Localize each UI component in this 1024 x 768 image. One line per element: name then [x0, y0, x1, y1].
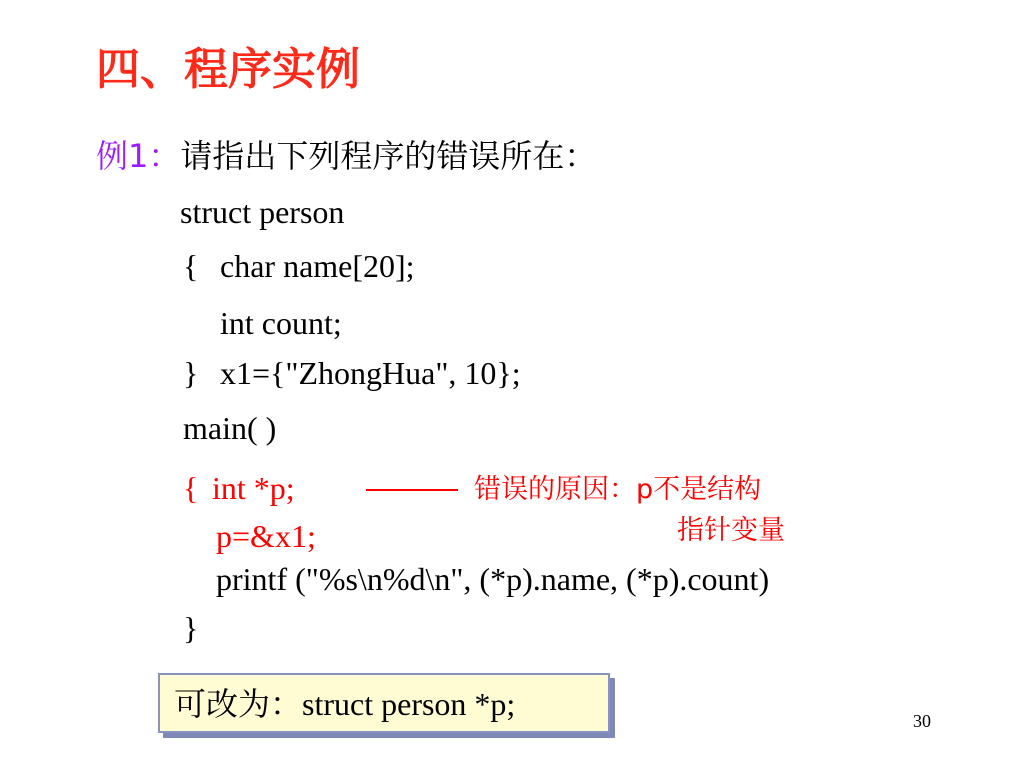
page-number: 30: [913, 711, 931, 731]
code-line-error: int *p;: [212, 470, 295, 506]
code-line: main( ): [183, 410, 277, 446]
code-brace-open: {: [183, 470, 199, 506]
error-note: 错误的原因：p不是结构: [474, 474, 762, 505]
slide-title: 四、程序实例: [96, 44, 360, 95]
example-heading: [96, 137, 597, 175]
code-brace-close: }: [183, 355, 199, 391]
example-label: 例1：: [96, 137, 181, 175]
error-note: 指针变量: [677, 515, 785, 546]
example-prompt: 请指出下列程序的错误所在：: [180, 137, 597, 175]
error-pointer-line: [366, 489, 458, 491]
code-line: printf ("%s\n%d\n", (*p).name, (*p).count): [216, 561, 770, 597]
fix-suggestion: [174, 685, 516, 723]
code-line: x1={"ZhongHua", 10};: [220, 355, 521, 391]
fix-suggestion-box: [158, 673, 610, 733]
fix-code: struct person *p;: [302, 686, 516, 722]
code-line: char name[20];: [220, 248, 415, 284]
code-line-error: p=&x1;: [216, 518, 316, 554]
fix-prefix: 可改为：: [174, 685, 303, 723]
code-brace-close: }: [183, 610, 199, 646]
code-line: int count;: [220, 305, 342, 341]
code-line: struct person: [180, 194, 345, 230]
code-brace-open: {: [183, 248, 199, 284]
